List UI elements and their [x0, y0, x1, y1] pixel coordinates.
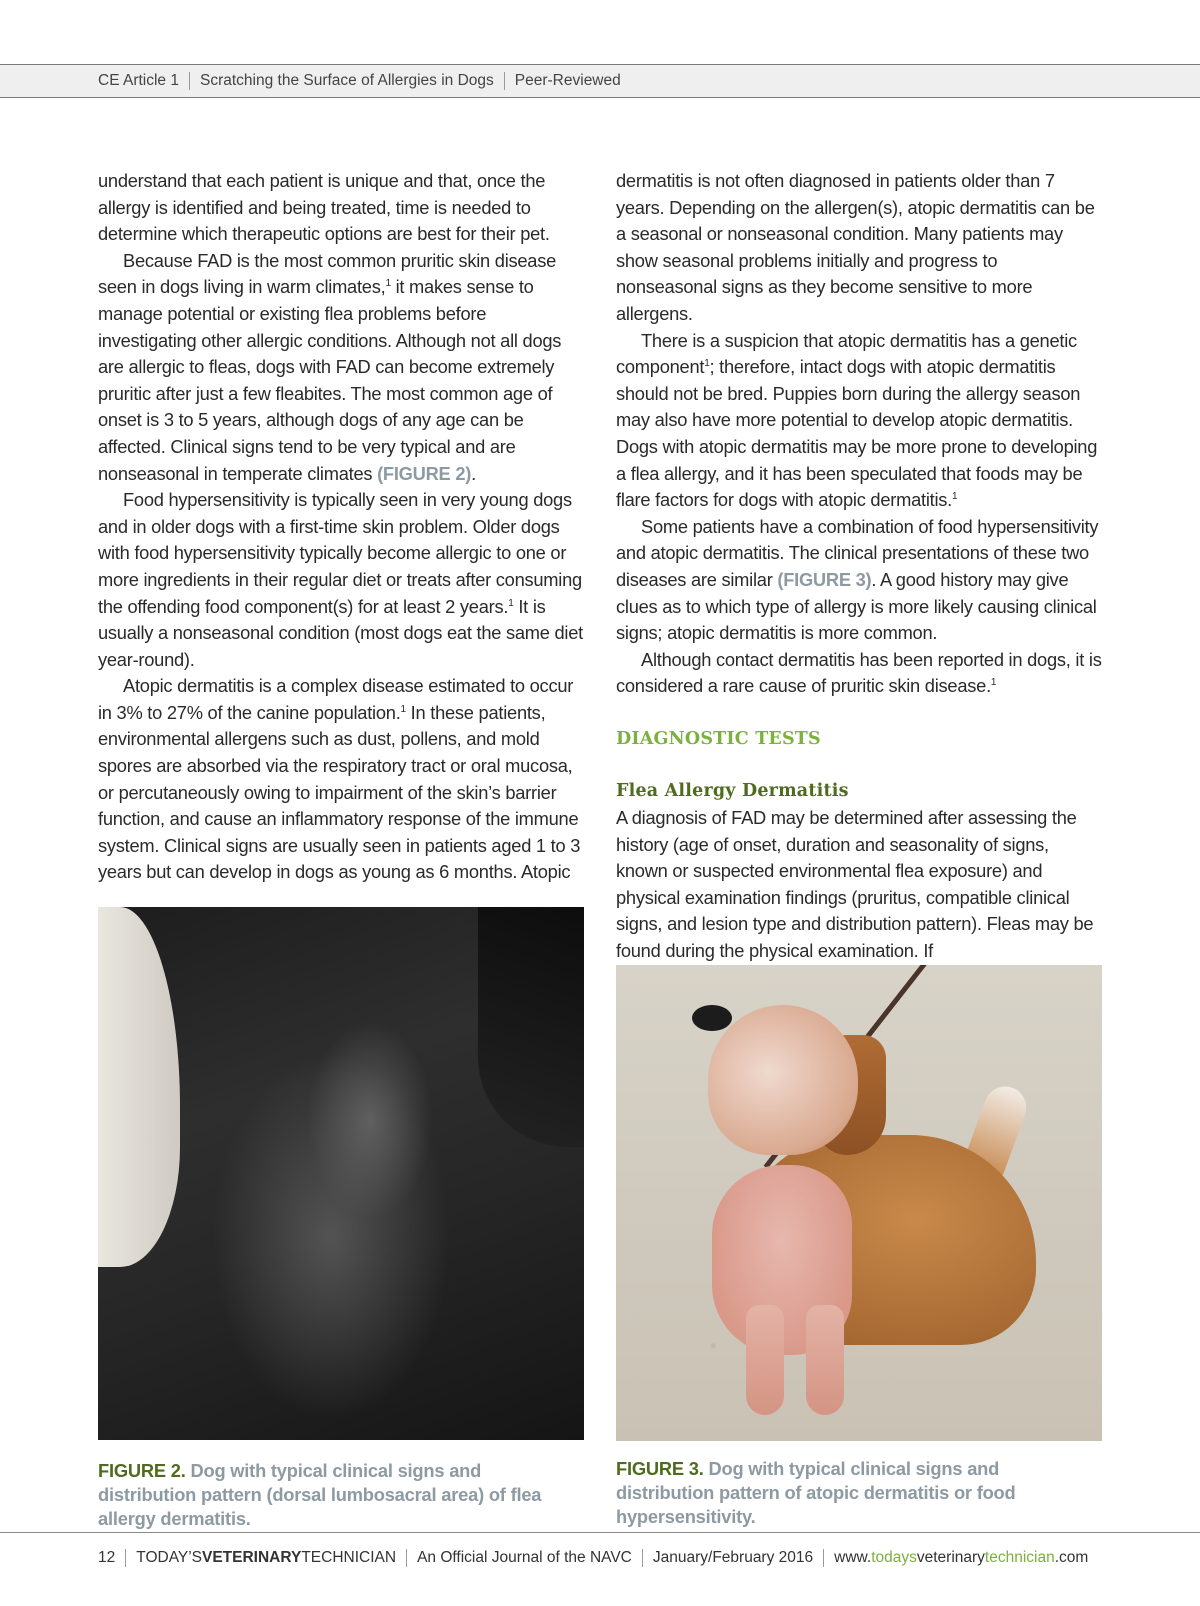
text-run: Some patients have a combination of food hypersensitivity and atopic dermatitis. The clinical presentations of these two diseases are similar — [616, 515, 1099, 590]
website-part: technician — [984, 1549, 1055, 1566]
page-footer — [98, 1549, 1088, 1567]
website-part: www. — [834, 1549, 872, 1566]
photo-dog-leg-shape — [746, 1305, 784, 1415]
running-head-divider — [504, 72, 505, 90]
text-run: it makes sense to manage potential or existing flea problems before investigating other allergic conditions. Although not all dogs are allergic to fleas, dogs with FAD can become extremely pruritic after just a few fleabites. The most common age of onset is 3 to 5 years, although dogs of any age can be affected. Clinical signs tend to be very typical and are nonseasonal in temperate climates — [98, 276, 562, 484]
paragraph: understand that each patient is unique and that, once the allergy is identified and being treated, time is needed to determine which therapeutic options are best for their pet. — [98, 170, 550, 245]
figure-3-label: FIGURE 3. — [616, 1458, 704, 1479]
text-run: Food hypersensitivity is typically seen in very young dogs and in older dogs with a first-time skin problem. Older dogs with food hypersensitivity typically become allergic to one or more ingredients in their regular diet or treats after consuming the offending food component(s) for at least 2 years. — [98, 489, 582, 617]
journal-name-part: TECHNICIAN — [301, 1549, 397, 1566]
text-run: It is usually a nonseasonal condition (most dogs eat the same diet year-round). — [98, 595, 583, 670]
left-column — [98, 168, 584, 886]
text-run: ; therefore, intact dogs with atopic dermatitis should not be bred. Puppies born during the allergy season may also have more potential to develop atopic dermatitis. Dogs with atopic dermatitis may be more prone to developing a flea allergy, and it has been speculated that foods may be flare factors for dogs with atopic dermatitis. — [616, 356, 1098, 511]
paragraph — [98, 248, 584, 487]
section-heading: DIAGNOSTIC TESTS — [616, 728, 821, 749]
text-run: In these patients, environmental allergens such as dust, pollens, and mold spores are absorbed via the respiratory tract or oral mucosa, or percutaneously owing to impairment of the skin’s barrier function, and cause an inflammatory response of the immune system. Clinical signs are usually seen in patients aged 1 to 3 years but can develop in dogs as young as 6 months. Atopic — [98, 701, 581, 883]
journal-name-part: TODAY’S — [136, 1549, 202, 1566]
figure-reference[interactable]: (FIGURE 3) — [777, 568, 872, 590]
footer-separator — [406, 1549, 407, 1567]
citation-superscript: 1 — [952, 491, 958, 503]
journal-name — [136, 1549, 396, 1567]
text-run: Because FAD is the most common pruritic skin disease seen in dogs living in warm climates, — [98, 249, 557, 298]
paragraph — [616, 328, 1102, 514]
page-number: 12 — [98, 1549, 116, 1566]
paragraph — [616, 514, 1102, 647]
photo-dog-head-shape — [708, 1005, 858, 1155]
citation-superscript: 1 — [400, 703, 406, 715]
paragraph — [98, 487, 584, 673]
running-head-divider — [189, 72, 190, 90]
photo-dog-nose-shape — [692, 1005, 732, 1031]
citation-superscript: 1 — [990, 677, 997, 689]
paragraph: dermatitis is not often diagnosed in patients older than 7 years. Depending on the allergen(s), atopic dermatitis can be a seasonal or nonseasonal condition. Many patients may show seasonal problems initially and progress to nonseasonal signs as they become sensitive to more allergens. — [616, 170, 1095, 324]
figure-2-caption-text: Dog with typical clinical signs and distribution pattern (dorsal lumbosacral area) of flea allergy dermatitis. — [98, 1460, 542, 1529]
subsection-heading: Flea Allergy Dermatitis — [616, 781, 849, 802]
citation-superscript: 1 — [704, 358, 710, 370]
figure-2-label: FIGURE 2. — [98, 1460, 186, 1481]
figure-2-photo — [98, 907, 584, 1440]
figure-2-caption — [98, 1459, 584, 1531]
photo-fur-shape — [478, 907, 584, 1147]
footer-divider — [0, 1532, 1200, 1533]
text-run: There is a suspicion that atopic dermatitis has a genetic component — [616, 329, 1077, 378]
citation-superscript: 1 — [508, 597, 514, 609]
issue-date: January/February 2016 — [652, 1549, 814, 1566]
running-head-section: CE Article 1 — [98, 72, 179, 89]
text-run: Although contact dermatitis has been reported in dogs, it is considered a rare cause of pruritic skin disease. — [616, 648, 1102, 697]
figure-3-photo — [616, 965, 1102, 1441]
footer-separator — [823, 1549, 824, 1567]
figure-3-caption-text: Dog with typical clinical signs and distribution pattern of atopic dermatitis or food hypersensitivity. — [616, 1458, 1016, 1527]
text-run: Atopic dermatitis is a complex disease estimated to occur in 3% to 27% of the canine population. — [98, 675, 574, 723]
website-part: .com — [1054, 1549, 1089, 1566]
running-head-review-status: Peer-Reviewed — [514, 72, 621, 89]
footer-separator — [125, 1549, 126, 1567]
text-run: . A good history may give clues as to which type of allergy is more likely causing clinical signs; atopic dermatitis is more common. — [616, 568, 1097, 644]
paragraph — [616, 647, 1102, 700]
running-head — [0, 64, 1200, 98]
figure-3-caption — [616, 1457, 1102, 1529]
journal-tagline: An Official Journal of the NAVC — [417, 1549, 632, 1566]
paragraph — [98, 673, 584, 886]
website-part: veterinary — [916, 1549, 985, 1566]
text-run: . — [471, 462, 476, 484]
citation-superscript: 1 — [385, 278, 391, 290]
footer-separator — [642, 1549, 643, 1567]
website-link[interactable] — [834, 1549, 1088, 1567]
running-head-article-title: Scratching the Surface of Allergies in Dogs — [199, 72, 494, 89]
right-column — [616, 168, 1102, 965]
photo-hand-shape — [98, 907, 180, 1267]
photo-dog-leg-shape — [806, 1305, 844, 1415]
journal-name-part: VETERINARY — [202, 1549, 302, 1566]
website-part: todays — [871, 1549, 917, 1566]
figure-reference[interactable]: (FIGURE 2) — [377, 462, 472, 484]
paragraph: A diagnosis of FAD may be determined after assessing the history (age of onset, duration and seasonality of signs, known or suspected environmental flea exposure) and physical examination findings (pruritus, compatible clinical signs, and lesion type and distribution pattern). Fleas may be found during the physical examination. If — [616, 807, 1094, 962]
